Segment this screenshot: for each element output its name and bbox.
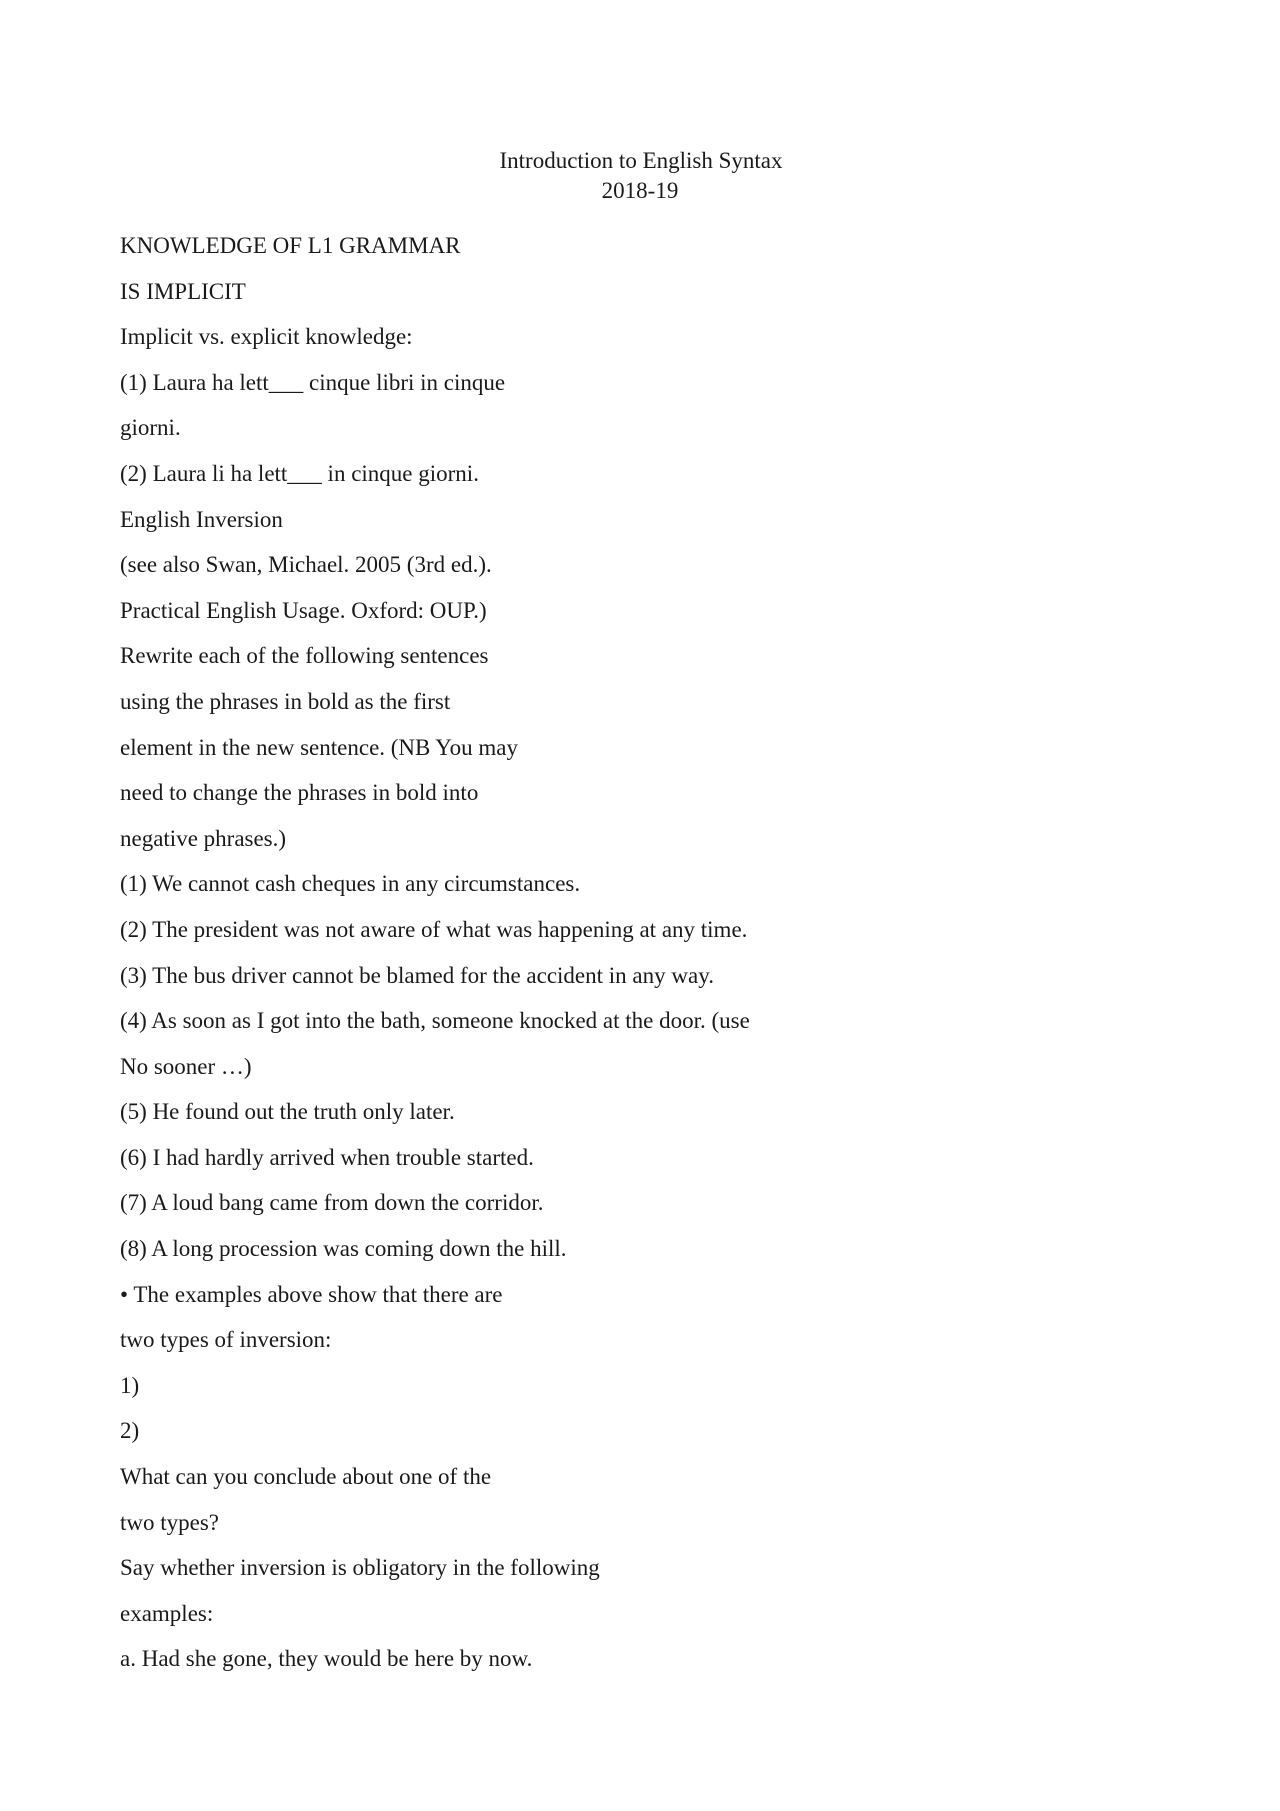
exercise-item: (3) The bus driver cannot be blamed for the accident in any way. (120, 962, 714, 988)
instruction-line: negative phrases.) (120, 825, 287, 851)
exercise-item: (8) A long procession was coming down the hill. (120, 1236, 567, 1262)
example-line: a. Had she gone, they would be here by now. (120, 1646, 533, 1672)
question-line: What can you conclude about one of the (120, 1464, 492, 1490)
answer-slot: 1) (120, 1372, 140, 1398)
instruction-line: examples: (120, 1600, 214, 1626)
heading-implicit: IS IMPLICIT (120, 278, 246, 304)
exercise-item: (5) He found out the truth only later. (120, 1099, 455, 1125)
bullet-line: • The examples above show that there are (120, 1281, 503, 1307)
section-heading-inversion: English Inversion (120, 506, 283, 532)
exercise-item: (6) I had hardly arrived when trouble started. (120, 1144, 534, 1170)
document-header (0, 146, 1280, 206)
answer-slot: 2) (120, 1418, 140, 1444)
instruction-line: Rewrite each of the following sentences (120, 643, 489, 669)
instruction-line: element in the new sentence. (NB You may (120, 734, 518, 760)
instruction-line: Say whether inversion is obligatory in the following (120, 1555, 600, 1581)
example-line: giorni. (120, 415, 181, 441)
exercise-item: No sooner …) (120, 1053, 252, 1079)
text-line: Implicit vs. explicit knowledge: (120, 324, 413, 350)
heading-knowledge: KNOWLEDGE OF L1 GRAMMAR (120, 233, 461, 258)
exercise-item: (1) We cannot cash cheques in any circumstances. (120, 871, 581, 897)
instruction-line: need to change the phrases in bold into (120, 780, 479, 806)
question-line: two types? (120, 1509, 220, 1535)
document-title: Introduction to English Syntax (499, 148, 783, 173)
text-line: two types of inversion: (120, 1327, 332, 1353)
exercise-item: (4) As soon as I got into the bath, someone knocked at the door. (use (120, 1008, 750, 1034)
instruction-line: using the phrases in bold as the first (120, 688, 451, 714)
document-year: 2018-19 (601, 178, 679, 203)
example-line: (2) Laura li ha lett___ in cinque giorni. (120, 460, 479, 486)
exercise-item: (7) A loud bang came from down the corridor. (120, 1190, 544, 1216)
document-body (120, 223, 1180, 1682)
example-line: (1) Laura ha lett___ cinque libri in cinque (120, 369, 506, 395)
reference-line: Practical English Usage. Oxford: OUP.) (120, 597, 487, 623)
reference-line: (see also Swan, Michael. 2005 (3rd ed.). (120, 552, 492, 578)
exercise-item: (2) The president was not aware of what was happening at any time. (120, 916, 748, 942)
